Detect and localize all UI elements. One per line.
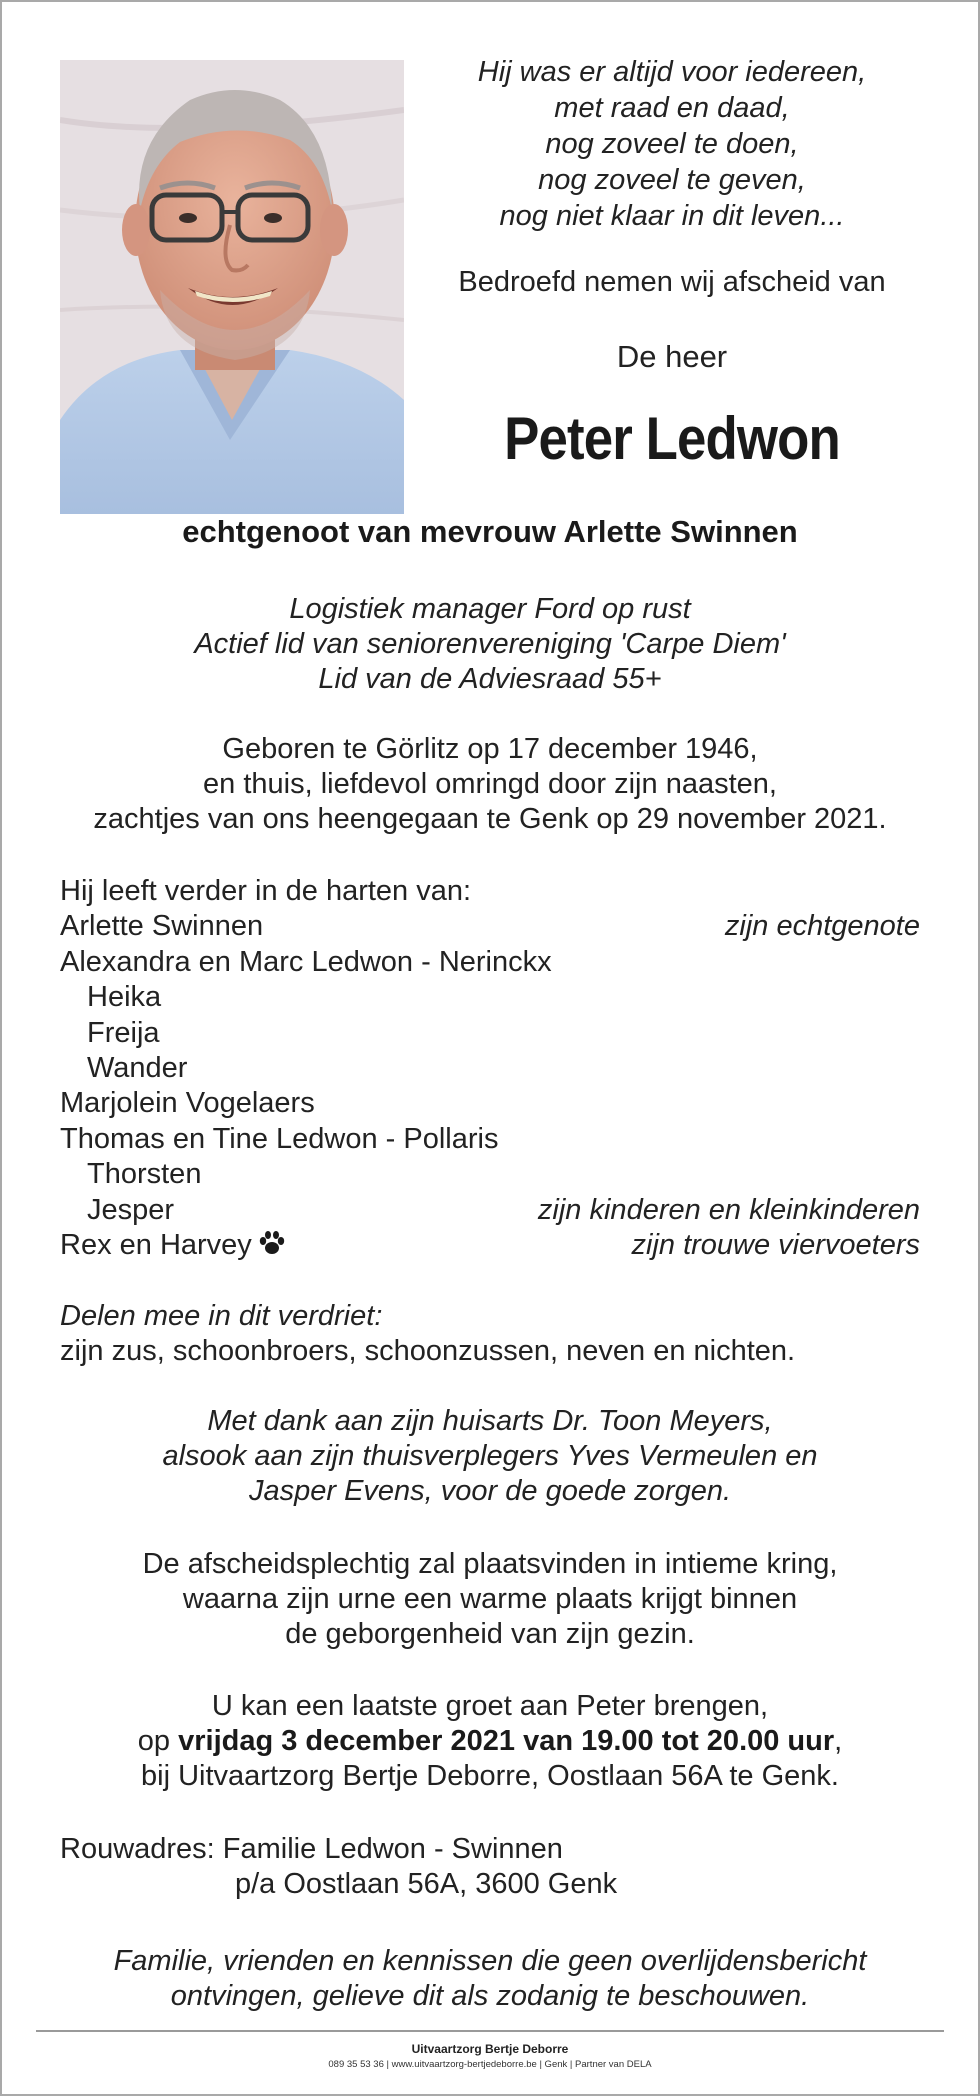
family-heading-row [60, 874, 920, 909]
rouw-address: p/a Oostlaan 56A, 3600 Genk [235, 1868, 618, 1900]
family-row [60, 1086, 920, 1121]
family-member: Thorsten [87, 1158, 202, 1191]
pet-names: Rex en Harvey [60, 1228, 252, 1261]
ceremony-line: waarna zijn urne een warme plaats krijgt binnen [182, 1583, 798, 1615]
visit-date-line [2, 1724, 978, 1759]
visit-date: vrijdag 3 december 2021 van 19.00 tot 20.00 uur [178, 1725, 835, 1757]
born-line: zachtjes van ons heengegaan te Genk op 29 november 2021. [93, 803, 887, 835]
deceased-name: Peter Ledwon [504, 405, 840, 472]
role-line: Lid van de Adviesraad 55+ [318, 663, 662, 695]
family-member: Alexandra en Marc Ledwon - Nerinckx [60, 945, 552, 978]
family-member: Jesper [87, 1193, 175, 1226]
family-row [60, 1157, 920, 1192]
visitation-info [2, 1689, 978, 1794]
family-row [60, 1193, 920, 1228]
family-member: Thomas en Tine Ledwon - Pollaris [60, 1122, 499, 1155]
poem-line: nog zoveel te doen, [545, 128, 799, 160]
family-member: Wander [87, 1051, 188, 1084]
visit-suffix: , [834, 1725, 843, 1757]
closing-line: ontvingen, gelieve dit als zodanig te beschouwen. [170, 1980, 810, 2012]
visit-line: U kan een laatste groet aan Peter brengen, [211, 1690, 769, 1722]
visit-location: bij Uitvaartzorg Bertje Deborre, Oostlaan 56A te Genk. [141, 1760, 839, 1792]
family-row [60, 980, 920, 1015]
thanks-line: Jasper Evens, voor de goede zorgen. [248, 1475, 732, 1507]
mourning-address [60, 1832, 920, 1902]
footer-company: Uitvaartzorg Bertje Deborre [411, 2042, 569, 2056]
family-row [60, 909, 920, 944]
honorific: De heer [616, 339, 728, 374]
family-relation: zijn echtgenote [724, 910, 920, 943]
poem-line: met raad en daad, [554, 92, 790, 124]
birth-death-info [2, 732, 978, 837]
share-grief [60, 1299, 920, 1369]
footer-divider [36, 2030, 944, 2032]
spouse-line: echtgenoot van mevrouw Arlette Swinnen [182, 514, 798, 549]
family-member: Arlette Swinnen [60, 910, 264, 943]
intro-text: Bedroefd nemen wij afscheid van [458, 266, 886, 298]
family-row [60, 945, 920, 980]
paw-icon [258, 1230, 286, 1265]
poem-line: Hij was er altijd voor iedereen, [477, 56, 867, 88]
share-heading: Delen mee in dit verdriet: [60, 1300, 383, 1332]
thanks [2, 1404, 978, 1509]
poem-line: nog zoveel te geven, [538, 164, 806, 196]
family-member: Heika [87, 981, 162, 1014]
family-list [60, 874, 920, 1263]
thanks-line: alsook aan zijn thuisverplegers Yves Vermeulen en [162, 1440, 818, 1472]
family-row [60, 1016, 920, 1051]
family-member: Freija [87, 1016, 160, 1049]
rouw-line: Rouwadres: Familie Ledwon - Swinnen [60, 1833, 563, 1865]
poem-line: nog niet klaar in dit leven... [499, 200, 845, 232]
family-member: Marjolein Vogelaers [60, 1087, 315, 1120]
visit-prefix: op [137, 1725, 179, 1757]
ceremony-line: de geborgenheid van zijn gezin. [285, 1618, 695, 1650]
family-member-pets [60, 1228, 286, 1265]
portrait-photo [60, 60, 404, 514]
roles [2, 592, 978, 697]
closing-line: Familie, vrienden en kennissen die geen overlijdensbericht [113, 1945, 867, 1977]
poem [422, 54, 922, 234]
closing-note [2, 1944, 978, 2014]
thanks-line: Met dank aan zijn huisarts Dr. Toon Meyers, [207, 1405, 773, 1437]
share-text: zijn zus, schoonbroers, schoonzussen, neven en nichten. [60, 1335, 796, 1367]
ceremony-line: De afscheidsplechtig zal plaatsvinden in intieme kring, [142, 1548, 838, 1580]
family-relation: zijn kinderen en kleinkinderen [537, 1193, 920, 1226]
portrait-illustration [60, 60, 404, 514]
family-row [60, 1228, 920, 1263]
family-heading: Hij leeft verder in de harten van: [60, 875, 472, 907]
role-line: Actief lid van seniorenvereniging 'Carpe Diem' [194, 628, 786, 660]
family-row [60, 1122, 920, 1157]
ceremony-info [2, 1547, 978, 1652]
footer-contact: 089 35 53 36 | www.uitvaartzorg-bertjedeborre.be | Genk | Partner van DELA [328, 2059, 652, 2070]
role-line: Logistiek manager Ford op rust [289, 593, 691, 625]
family-row [60, 1051, 920, 1086]
family-relation: zijn trouwe viervoeters [631, 1228, 920, 1261]
born-line: en thuis, liefdevol omringd door zijn naasten, [203, 768, 777, 800]
born-line: Geboren te Görlitz op 17 december 1946, [222, 733, 758, 765]
